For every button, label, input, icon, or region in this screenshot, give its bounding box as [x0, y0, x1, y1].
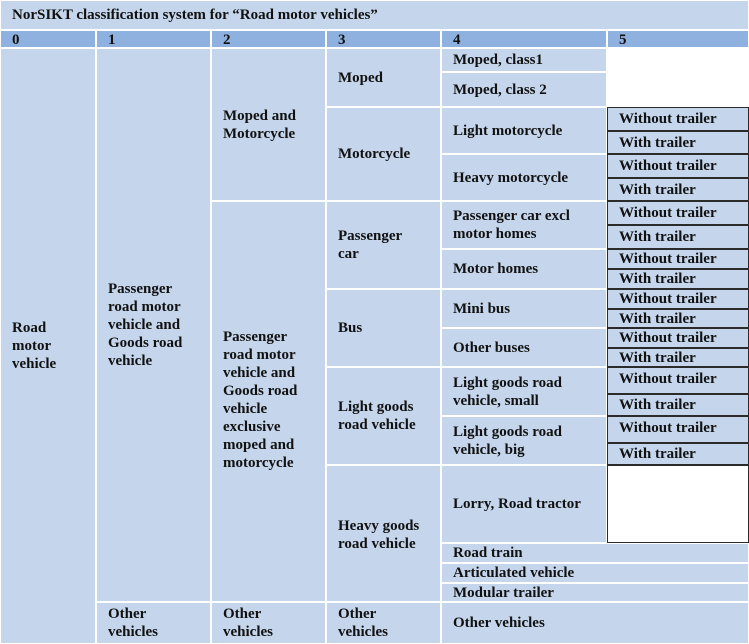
- level5-mini-bus-with-label: With trailer: [619, 310, 696, 327]
- level3-bus-label: Bus: [338, 320, 363, 336]
- level4-articulated-label: Articulated vehicle: [453, 565, 575, 581]
- level4-other-buses: [441, 328, 607, 367]
- level4-light-goods-big-label: Light goods road vehicle, big: [453, 423, 562, 458]
- level3-heavy-goods: Heavy goods road vehicle: [326, 465, 441, 602]
- level5-car-excl-with: [607, 225, 749, 249]
- level5-light-goods-big-without: Without trailer: [607, 416, 749, 443]
- level4-other-vehicles-label: Other vehicles: [453, 615, 545, 631]
- level4-mini-bus-label: Mini bus: [453, 300, 511, 317]
- level4-passenger-car-excl-label: Passenger car excl motor homes: [453, 208, 570, 242]
- header-level-4: 4: [441, 30, 607, 48]
- level5-mini-bus-with: [607, 309, 749, 328]
- level5-heavy-moto-with-label: With trailer: [619, 181, 696, 198]
- level2-moped-motorcycle: Moped and Motorcycle: [211, 48, 326, 201]
- level5-other-buses-without: [607, 328, 749, 348]
- level4-modular-trailer: [441, 583, 749, 602]
- level0-road-motor-vehicle: [0, 48, 96, 644]
- level4-light-motorcycle: [441, 107, 607, 154]
- level5-heavy-moto-with: [607, 178, 749, 201]
- level4-light-motorcycle-label: Light motorcycle: [453, 122, 563, 139]
- header-level-5: 5: [607, 30, 749, 48]
- level4-moped-class2-label: Moped, class 2: [453, 81, 547, 98]
- header-level-3: 3: [326, 30, 441, 48]
- header-level-2: 2: [211, 30, 326, 48]
- level5-car-excl-with-label: With trailer: [619, 229, 696, 245]
- level5-other-buses-with: [607, 348, 749, 367]
- level4-lorry: [441, 465, 607, 543]
- level0-label: Road motor vehicle: [12, 320, 57, 372]
- level4-moped-class1: [441, 48, 607, 72]
- level5-light-goods-small-with: [607, 394, 749, 416]
- level2-other-vehicles: Other vehicles: [211, 602, 326, 644]
- level3-light-goods-label: Light goods road vehicle: [338, 399, 416, 433]
- level3-bus: [326, 289, 441, 367]
- level5-mini-bus-without: [607, 289, 749, 309]
- level3-other-vehicles: Other vehicles: [326, 602, 441, 644]
- level4-heavy-motorcycle: [441, 154, 607, 201]
- level5-light-moto-without: Without trailer: [607, 107, 749, 131]
- level4-motor-homes: [441, 249, 607, 289]
- level1-label: Passenger road motor vehicle and Goods road vehicle: [108, 281, 183, 369]
- level5-mini-bus-without-label: Without trailer: [619, 291, 717, 307]
- level4-motor-homes-label: Motor homes: [453, 261, 539, 277]
- level3-moped-label: Moped: [338, 69, 383, 86]
- level5-motor-homes-with-label: With trailer: [619, 271, 696, 287]
- level4-light-goods-small-label: Light goods road vehicle, small: [453, 374, 562, 409]
- level4-heavy-motorcycle-label: Heavy motorcycle: [453, 169, 569, 186]
- level5-heavy-moto-without: Without trailer: [607, 154, 749, 178]
- level3-light-goods: [326, 367, 441, 465]
- level4-moped-class1-label: Moped, class1: [453, 52, 543, 68]
- level5-light-goods-big-with-label: With trailer: [619, 446, 696, 462]
- level5-blank-moped: [607, 48, 749, 107]
- level2-passenger-goods-excl: Passenger road motor vehicle and Goods road vehicle exclusive moped and motorcycle: [211, 201, 326, 602]
- level4-articulated: [441, 563, 749, 583]
- level3-passenger-car: [326, 201, 441, 289]
- level5-light-moto-with-label: With trailer: [619, 134, 696, 151]
- level5-motor-homes-with: [607, 269, 749, 289]
- level1-passenger-goods: [96, 48, 211, 602]
- level5-other-buses-with-label: With trailer: [619, 349, 696, 366]
- level5-light-goods-small-without: Without trailer: [607, 367, 749, 394]
- level5-other-buses-without-label: Without trailer: [619, 330, 717, 346]
- level4-mini-bus: [441, 289, 607, 328]
- level4-light-goods-small: [441, 367, 607, 416]
- header-level-0: 0: [0, 30, 96, 48]
- level3-motorcycle-label: Motorcycle: [338, 146, 411, 162]
- level5-car-excl-without: Without trailer: [607, 201, 749, 225]
- level5-motor-homes-without: [607, 249, 749, 269]
- level4-light-goods-big: [441, 416, 607, 465]
- level3-passenger-car-label: Passenger car: [338, 228, 403, 262]
- level3-moped: [326, 48, 441, 107]
- level4-other-vehicles: [441, 602, 749, 644]
- level5-motor-homes-without-label: Without trailer: [619, 251, 717, 267]
- level4-moped-class2: [441, 72, 607, 107]
- level5-light-goods-big-with: [607, 443, 749, 465]
- level1-other-vehicles: Other vehicles: [96, 602, 211, 644]
- table-title: NorSIKT classification system for “Road motor vehicles”: [0, 0, 749, 30]
- level4-passenger-car-excl: [441, 201, 607, 249]
- level4-other-buses-label: Other buses: [453, 339, 530, 356]
- level3-motorcycle: [326, 107, 441, 201]
- level4-lorry-label: Lorry, Road tractor: [453, 496, 581, 512]
- header-level-1: 1: [96, 30, 211, 48]
- level4-road-train: [441, 543, 749, 563]
- level5-light-goods-small-with-label: With trailer: [619, 397, 696, 413]
- level5-light-moto-with: [607, 131, 749, 154]
- level5-blank-lorry: [607, 465, 749, 543]
- level4-modular-trailer-label: Modular trailer: [453, 584, 554, 601]
- level4-road-train-label: Road train: [453, 545, 523, 561]
